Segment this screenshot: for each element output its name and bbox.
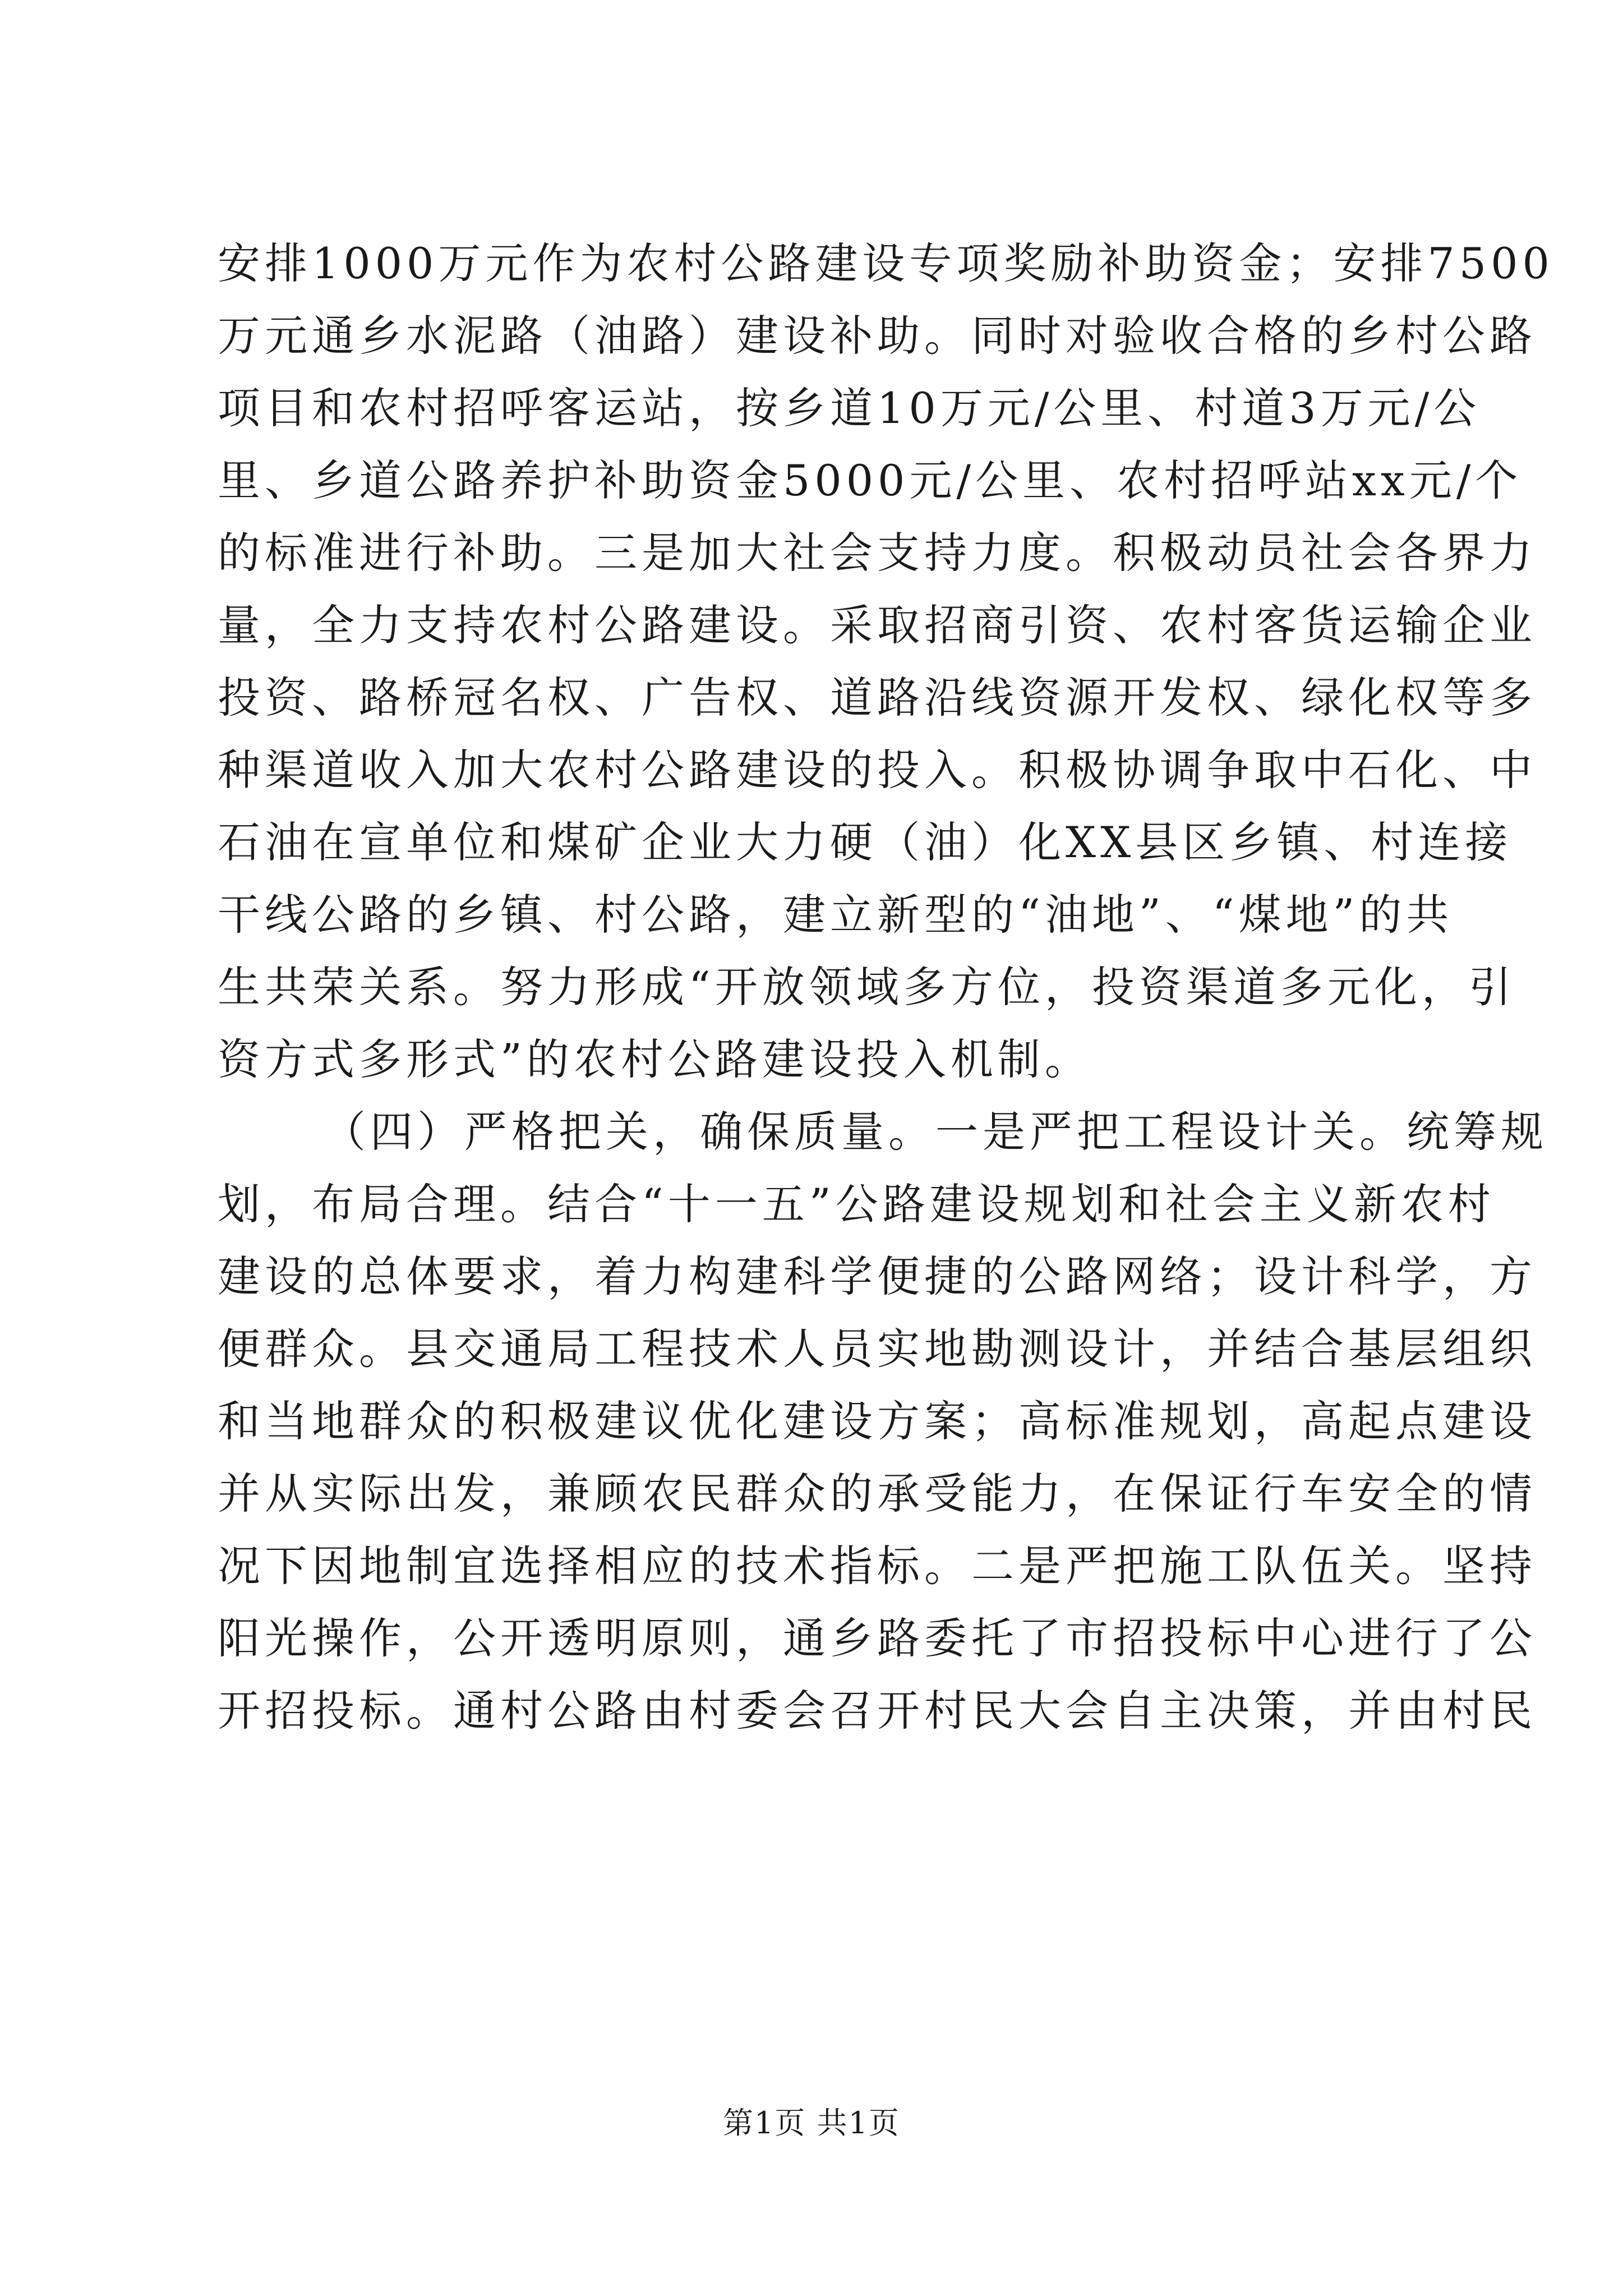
paragraph-line: 况下因地制宜选择相应的技术指标。二是严把施工队伍关。坚持: [218, 1541, 1537, 1591]
paragraph-line: 安排1000万元作为农村公路建设专项奖励补助资金；安排7500: [218, 238, 1554, 288]
paragraph-line: 划，布局合理。结合“十一五”公路建设规划和社会主义新农村: [218, 1179, 1495, 1229]
paragraph-line: 投资、路桥冠名权、广告权、道路沿线资源开发权、绿化权等多: [218, 673, 1537, 723]
paragraph-line: 资方式多形式”的农村公路建设投入机制。: [218, 1034, 1092, 1084]
paragraph-line: 的标准进行补助。三是加大社会支持力度。积极动员社会各界力: [218, 528, 1537, 578]
paragraph-line: 阳光操作，公开透明原则，通乡路委托了市招投标中心进行了公: [218, 1613, 1537, 1663]
paragraph-line: 干线公路的乡镇、村公路，建立新型的“油地”、“煤地”的共: [218, 890, 1454, 940]
paragraph-line: 种渠道收入加大农村公路建设的投入。积极协调争取中石化、中: [218, 745, 1537, 795]
paragraph-line: 万元通乡水泥路（油路）建设补助。同时对验收合格的乡村公路: [218, 311, 1537, 361]
paragraph-line: （四）严格把关，确保质量。一是严把工程设计关。统筹规: [323, 1107, 1548, 1157]
paragraph-line: 并从实际出发，兼顾农民群众的承受能力，在保证行车安全的情: [218, 1469, 1537, 1519]
paragraph-line: 里、乡道公路养护补助资金5000元/公里、农村招呼站xx元/个: [218, 455, 1523, 505]
page-number-footer: 第1页 共1页: [723, 2105, 900, 2141]
paragraph-line: 量，全力支持农村公路建设。采取招商引资、农村客货运输企业: [218, 600, 1537, 650]
paragraph-line: 项目和农村招呼客运站，按乡道10万元/公里、村道3万元/公: [218, 383, 1481, 433]
paragraph-line: 建设的总体要求，着力构建科学便捷的公路网络；设计科学，方: [218, 1251, 1537, 1301]
paragraph-line: 和当地群众的积极建议优化建设方案；高标准规划，高起点建设: [218, 1396, 1537, 1446]
paragraph-line: 便群众。县交通局工程技术人员实地勘测设计，并结合基层组织: [218, 1324, 1537, 1374]
paragraph-line: 石油在宣单位和煤矿企业大力硬（油）化XX县区乡镇、村连接: [218, 817, 1513, 867]
paragraph-line: 开招投标。通村公路由村委会召开村民大会自主决策，并由村民: [218, 1686, 1537, 1736]
paragraph-line: 生共荣关系。努力形成“开放领域多方位，投资渠道多元化，引: [218, 962, 1516, 1012]
